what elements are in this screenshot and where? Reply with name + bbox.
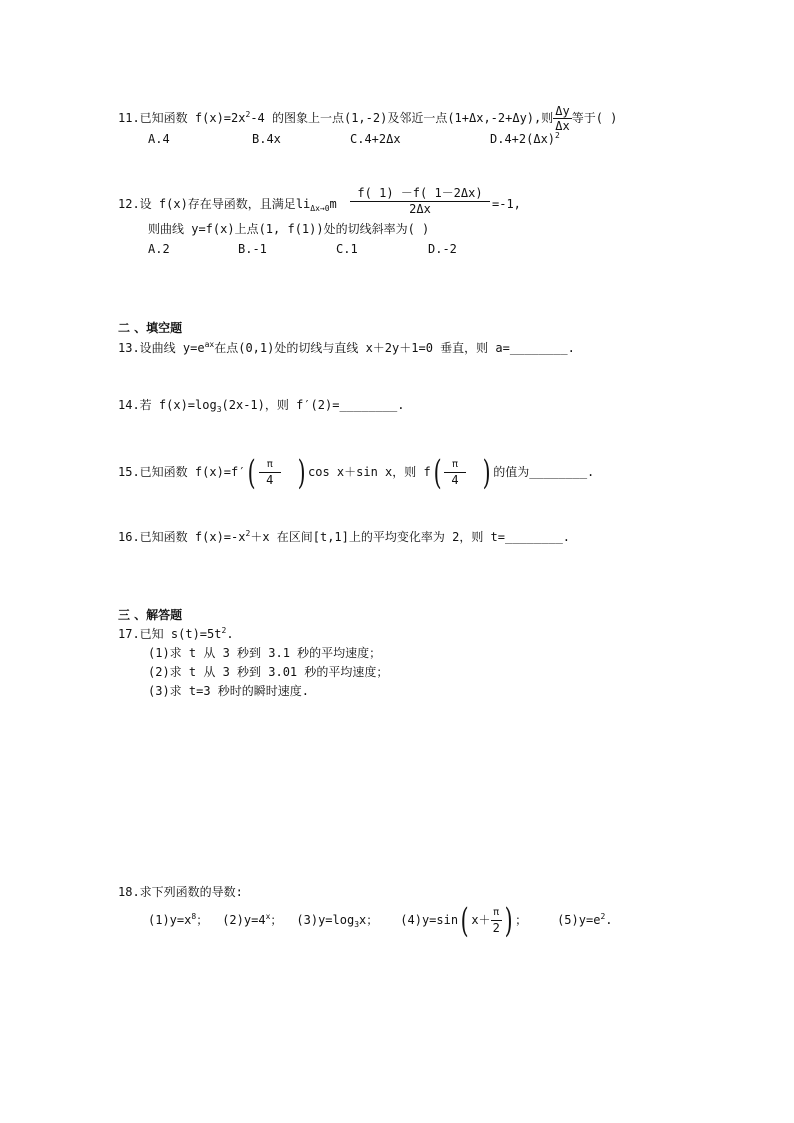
q11-exponent: 2 — [245, 110, 251, 119]
q18-p5-end: . — [605, 913, 613, 927]
q12-lim-text: li — [295, 197, 311, 211]
q18-p4-text: (4)y=sin — [400, 913, 459, 927]
q12-option-a: A.2 — [148, 242, 170, 256]
q17-item-2: (2)求 t 从 3 秒到 3.01 秒的平均速度； — [148, 665, 389, 679]
q13 — [118, 340, 575, 356]
q18-p4-paren-open: ( — [460, 900, 469, 941]
q18-part-5 — [557, 913, 612, 927]
q12-option-d: D.-2 — [428, 242, 457, 256]
q11-text-a: 11.已知函数 f(x)=2x — [118, 111, 246, 125]
q12-option-c: C.1 — [336, 242, 358, 256]
q15-frac-den-1: 4 — [266, 473, 274, 487]
q18-p5-exponent: 2 — [600, 912, 606, 921]
q17-item-1: (1)求 t 从 3 秒到 3.1 秒的平均速度； — [148, 646, 382, 660]
q18-p4-frac-den: 2 — [492, 921, 500, 935]
q12-frac-num: f( 1) －f( 1－2Δx) — [350, 186, 490, 202]
q16-text-b: ＋x 在区间[t,1]上的平均变化率为 2，则 t=________. — [250, 530, 571, 544]
q18-p2-exponent: x — [265, 912, 271, 921]
section-answer-heading: 三 、解答题 — [118, 608, 183, 622]
q13-text-b: 在点(0,1)处的切线与直线 x＋2y＋1=0 垂直，则 a=________. — [214, 341, 575, 355]
q18-part-4 — [400, 900, 528, 941]
q15-fraction-2 — [444, 458, 466, 487]
q17-exponent: 2 — [221, 626, 227, 635]
q18-p1-sep: ； — [196, 913, 209, 927]
q11-option-d — [490, 131, 560, 147]
q15-paren-close-2: ) — [482, 452, 491, 493]
q15-fraction-1 — [259, 458, 281, 487]
q16-text-a: 16.已知函数 f(x)=-x — [118, 530, 246, 544]
q18-part-2 — [222, 913, 282, 927]
q16 — [118, 529, 570, 545]
q11-text-b: -4 的图象上一点(1,-2)及邻近一点(1+Δx,-2+Δy),则 — [250, 111, 554, 125]
q13-exponent: ax — [204, 340, 215, 349]
q15-paren-open-1: ( — [248, 452, 257, 493]
q12-stem — [118, 196, 337, 212]
q18-p1-exponent: 8 — [191, 912, 197, 921]
q18-p2-sep: ； — [270, 913, 283, 927]
q15-text-a: 15.已知函数 f(x)=f′ — [118, 465, 246, 479]
q12-option-b: B.-1 — [238, 242, 267, 256]
q16-exponent: 2 — [245, 529, 251, 538]
q17-stem — [118, 626, 234, 642]
q11-frac-num: Δy — [555, 104, 570, 118]
q11-option-c: C.4+2Δx — [350, 132, 401, 146]
q18-p4-fraction — [491, 906, 502, 935]
q12-limit — [296, 197, 337, 211]
q14 — [118, 397, 404, 413]
q13-text-a: 13.设曲线 y=e — [118, 341, 205, 355]
q18-part-1 — [148, 913, 208, 927]
q15-text-c: 的值为________. — [493, 465, 595, 479]
q14-text-a: 14.若 f(x)=log — [118, 398, 217, 412]
q18-p4-sep: ； — [515, 913, 528, 927]
q17-item-3: (3)求 t=3 秒时的瞬时速度. — [148, 684, 310, 698]
q11-frac-den: Δx — [555, 119, 570, 133]
q17-text-a: 17.已知 s(t)=5t — [118, 627, 222, 641]
q18-parts — [148, 900, 613, 940]
q11-option-a: A.4 — [148, 132, 170, 146]
q12-lim-m: m — [329, 197, 337, 211]
q14-log-base: 3 — [216, 405, 222, 414]
q18-p4-inner: x＋ — [471, 913, 491, 927]
q11-fraction — [553, 104, 571, 133]
q18-p4-paren-close: ) — [504, 900, 513, 941]
q14-text-b: (2x-1)，则 f′(2)=________. — [221, 398, 405, 412]
q18-p4-frac-num: π — [491, 906, 502, 921]
q15 — [118, 452, 594, 492]
q11-stem — [118, 104, 617, 133]
q18-p3-sep: x； — [359, 913, 379, 927]
q11-option-b: B.4x — [252, 132, 281, 146]
q12-frac-den: 2Δx — [409, 202, 431, 216]
q18-p1-text: (1)y=x — [148, 913, 192, 927]
q15-paren-close-1: ) — [297, 452, 306, 493]
q15-paren-open-2: ( — [433, 452, 442, 493]
q12-fraction — [350, 186, 490, 217]
section-fill-blank-heading: 二 、填空题 — [118, 321, 183, 335]
q18-part-3 — [296, 913, 378, 927]
q15-text-b: cos x＋sin x，则 f — [308, 465, 431, 479]
q11-text-c: 等于( ) — [571, 111, 618, 125]
q18-p3-log-base: 3 — [354, 920, 360, 929]
q15-frac-num-2: π — [444, 458, 466, 473]
q17-text-b: . — [226, 627, 234, 641]
q12-lim-sub: Δx→0 — [310, 204, 330, 213]
q12-equals: =-1, — [492, 197, 521, 211]
q11-option-d-text: D.4+2(Δx) — [490, 132, 556, 146]
q12-text-a: 12.设 f(x)存在导函数，且满足 — [118, 197, 296, 211]
q11-option-d-exponent: 2 — [555, 131, 560, 140]
q18-stem: 18.求下列函数的导数: — [118, 885, 243, 899]
q18-p5-text: (5)y=e — [557, 913, 601, 927]
q18-p2-text: (2)y=4 — [222, 913, 266, 927]
q15-frac-den-2: 4 — [451, 473, 459, 487]
q15-frac-num-1: π — [259, 458, 281, 473]
q12-line2: 则曲线 y=f(x)上点(1, f(1))处的切线斜率为( ) — [148, 222, 430, 236]
q18-p3-text: (3)y=log — [296, 913, 355, 927]
